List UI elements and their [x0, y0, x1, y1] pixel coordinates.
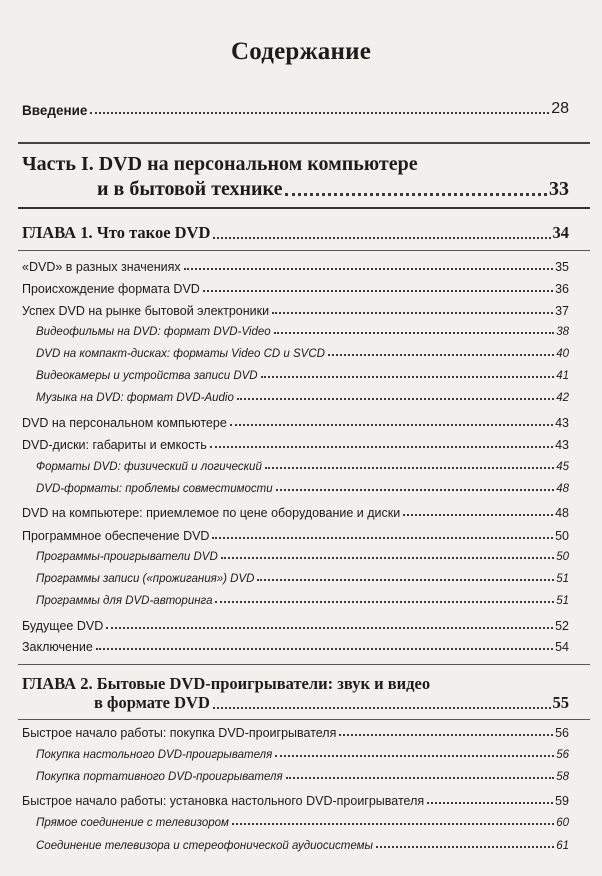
part-title-line2: и в бытовой технике [97, 178, 283, 200]
toc-entry[interactable] [22, 619, 569, 633]
dot-leader [427, 802, 553, 804]
entry-page: 36 [555, 282, 569, 296]
dot-leader [213, 707, 551, 709]
dot-leader [184, 268, 553, 270]
toc-entry[interactable] [22, 529, 569, 543]
dot-leader [106, 627, 553, 629]
entry-label: Видеокамеры и устройства записи DVD [36, 370, 258, 382]
dot-leader [403, 514, 553, 516]
toc-subentry[interactable] [36, 817, 569, 829]
toc-entry-intro[interactable] [22, 100, 569, 118]
entry-label: Покупка настольного DVD-проигрывателя [36, 749, 273, 761]
dot-leader [265, 467, 554, 469]
entry-page: 55 [552, 693, 569, 712]
toc-subentry[interactable] [36, 551, 569, 563]
entry-page: 45 [556, 461, 569, 473]
entry-label: Покупка портативного DVD-проигрывателя [36, 771, 283, 783]
toc-subentry[interactable] [36, 326, 569, 338]
dot-leader [96, 648, 553, 650]
dot-leader [261, 376, 555, 378]
toc-subentry[interactable] [36, 771, 569, 783]
toc-entry-chapter-2[interactable] [94, 693, 569, 713]
dot-leader [213, 237, 550, 239]
entry-label: Видеофильмы на DVD: формат DVD-Video [36, 326, 271, 338]
entry-label: Успех DVD на рынке бытовой электроники [22, 304, 270, 318]
dot-leader [230, 424, 553, 426]
entry-label: «DVD» в разных значениях [22, 260, 181, 274]
entry-page: 48 [556, 483, 569, 495]
entry-page: 28 [551, 100, 569, 117]
entry-page: 48 [555, 506, 569, 520]
entry-page: 33 [549, 178, 569, 200]
entry-page: 56 [556, 749, 569, 761]
entry-page: 41 [556, 370, 569, 382]
entry-label: DVD-диски: габариты и емкость [22, 438, 207, 452]
entry-label: Прямое соединение с телевизором [36, 817, 229, 829]
toc-entry-part-1[interactable] [97, 178, 569, 201]
entry-page: 43 [555, 438, 569, 452]
toc-subentry[interactable] [36, 370, 569, 382]
entry-page: 61 [556, 840, 569, 852]
divider [18, 664, 590, 665]
toc-entry[interactable] [22, 438, 569, 452]
entry-page: 51 [556, 595, 569, 607]
dot-leader [215, 601, 554, 603]
entry-page: 40 [556, 348, 569, 360]
chapter-title-line2: в формате DVD [94, 693, 210, 712]
dot-leader [339, 734, 553, 736]
toc-entry[interactable] [22, 416, 569, 430]
entry-label: Соединение телевизора и стереофонической аудиосистемы [36, 840, 373, 852]
entry-page: 42 [556, 392, 569, 404]
entry-page: 60 [556, 817, 569, 829]
toc-subentry[interactable] [36, 392, 569, 404]
toc-subentry[interactable] [36, 595, 569, 607]
dot-leader [221, 557, 554, 559]
dot-leader [203, 290, 553, 292]
toc-entry[interactable] [22, 794, 569, 808]
entry-label: Будущее DVD [22, 619, 104, 633]
entry-label: Программы записи («прожигания») DVD [36, 573, 255, 585]
entry-label: Программы для DVD-авторинга [36, 595, 213, 607]
entry-page: 35 [555, 260, 569, 274]
entry-page: 54 [555, 640, 569, 654]
toc-entry[interactable] [22, 282, 569, 296]
dot-leader [257, 579, 554, 581]
dot-leader [274, 332, 555, 334]
dot-leader [376, 846, 554, 848]
toc-entry[interactable] [22, 726, 569, 740]
entry-label: DVD на компьютере: приемлемое по цене оборудование и диски [22, 506, 401, 520]
divider [18, 250, 590, 251]
entry-page: 56 [555, 726, 569, 740]
entry-label: Введение [22, 103, 88, 118]
toc-entry[interactable] [22, 260, 569, 274]
dot-leader [210, 446, 553, 448]
entry-page: 52 [555, 619, 569, 633]
entry-label: Музыка на DVD: формат DVD-Audio [36, 392, 234, 404]
toc-entry[interactable] [22, 506, 569, 520]
divider [18, 719, 590, 720]
toc-entry-chapter-1[interactable] [22, 223, 569, 243]
entry-label: DVD на компакт-дисках: форматы Video CD и SVCD [36, 348, 325, 360]
toc-entry[interactable] [22, 640, 569, 654]
entry-page: 43 [555, 416, 569, 430]
dot-leader [232, 823, 554, 825]
toc-entry[interactable] [22, 304, 569, 318]
dot-leader [237, 398, 554, 400]
divider [18, 142, 590, 144]
entry-label: DVD-форматы: проблемы совместимости [36, 483, 273, 495]
toc-subentry[interactable] [36, 840, 569, 852]
entry-label: Быстрое начало работы: установка настольного DVD-проигрывателя [22, 794, 425, 808]
entry-label: Программы-проигрыватели DVD [36, 551, 218, 563]
divider [18, 207, 590, 209]
toc-subentry[interactable] [36, 749, 569, 761]
chapter-title: ГЛАВА 1. Что такое DVD [22, 223, 211, 242]
toc-subentry[interactable] [36, 483, 569, 495]
entry-page: 37 [555, 304, 569, 318]
entry-page: 50 [556, 551, 569, 563]
entry-label: Происхождение формата DVD [22, 282, 200, 296]
dot-leader [275, 755, 554, 757]
entry-label: Заключение [22, 640, 93, 654]
page-title: Содержание [230, 38, 371, 65]
entry-page: 50 [555, 529, 569, 543]
entry-label: Быстрое начало работы: покупка DVD-проигрывателя [22, 726, 337, 740]
entry-label: DVD на персональном компьютере [22, 416, 227, 430]
dot-leader [212, 537, 553, 539]
entry-label: Форматы DVD: физический и логический [36, 461, 262, 473]
entry-page: 51 [556, 573, 569, 585]
dot-leader [286, 777, 555, 779]
entry-page: 58 [556, 771, 569, 783]
entry-label: Программное обеспечение DVD [22, 529, 210, 543]
toc-subentry[interactable] [36, 573, 569, 585]
toc-subentry[interactable] [36, 348, 569, 360]
chapter-2-title-line1: ГЛАВА 2. Бытовые DVD-проигрыватели: звук и видео [22, 674, 431, 693]
entry-page: 38 [556, 326, 569, 338]
entry-page: 59 [555, 794, 569, 808]
dot-leader [328, 354, 554, 356]
dot-leader [285, 193, 547, 196]
dot-leader [90, 112, 549, 114]
part-title-line1: Часть I. DVD на персональном компьютере [22, 153, 418, 175]
entry-page: 34 [552, 223, 569, 242]
dot-leader [276, 489, 555, 491]
dot-leader [272, 312, 553, 314]
toc-subentry[interactable] [36, 461, 569, 473]
